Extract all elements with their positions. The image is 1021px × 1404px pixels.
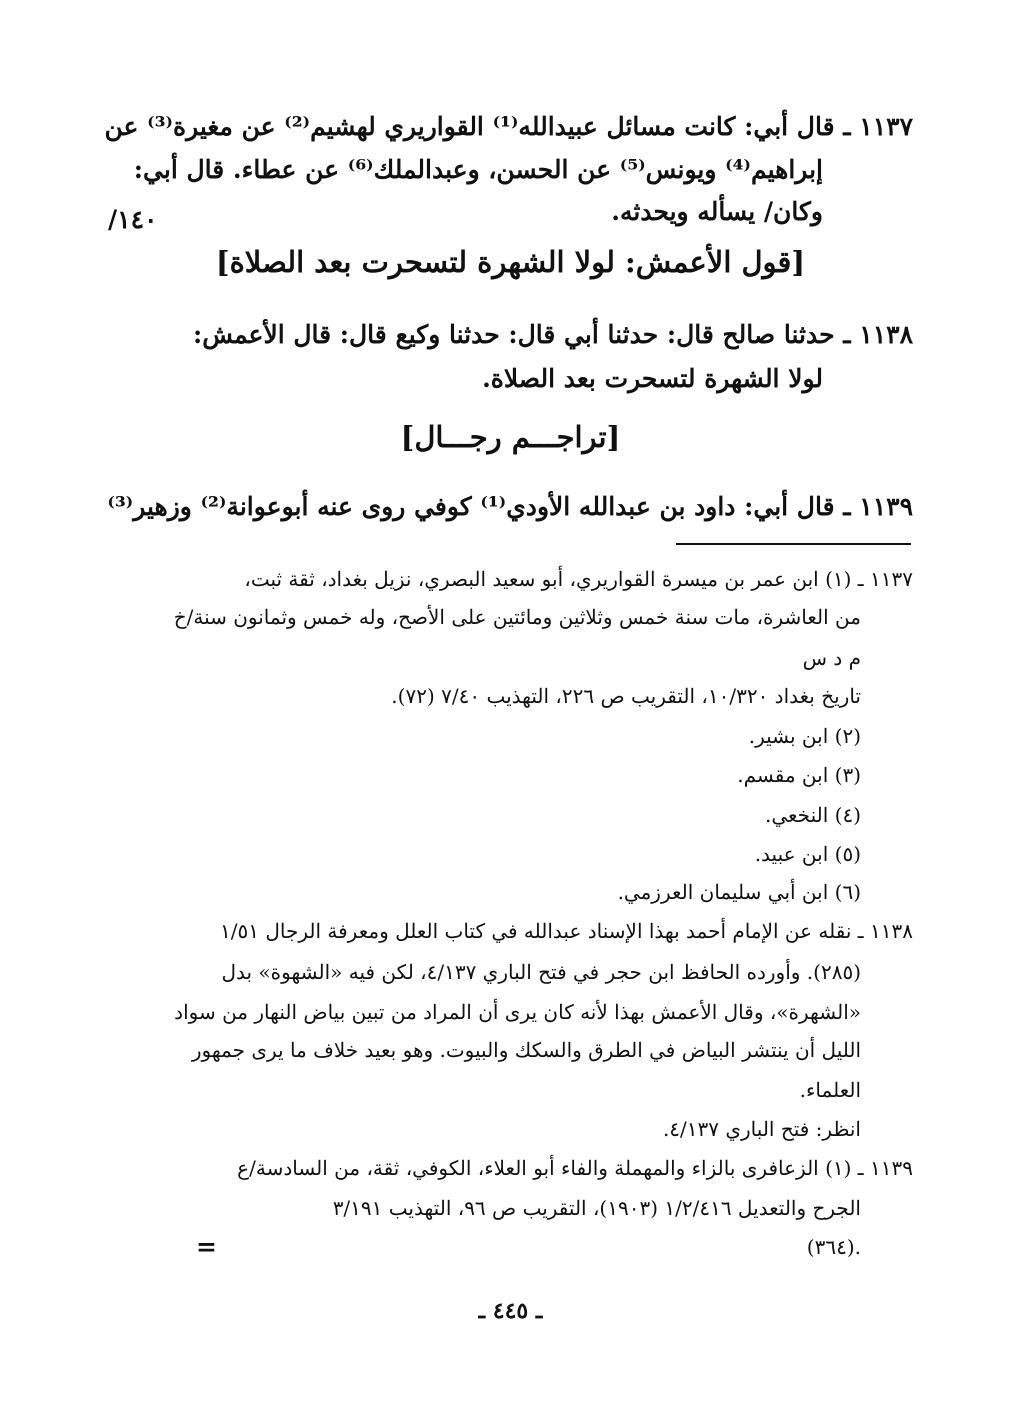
main-1137-line-1: ١١٣٧ ـ قال أبي: كانت مسائل عبيدالله⁽¹⁾ القواريري لهشيم⁽²⁾ عن مغيرة⁽³⁾ عن [104,112,913,141]
section-heading-2: [تراجـــم رجـــال] [400,420,621,454]
main-1137-line-3: وكان/ يسأله ويحدثه. [611,197,823,226]
main-1139-line-1: ١١٣٩ ـ قال أبي: داود بن عبدالله الأودي⁽¹⁾ كوفي روى عنه أبوعوانة⁽²⁾ وزهير⁽³⁾ [107,492,913,521]
section-heading-1: [قول الأعمش: لولا الشهرة لتسحرت بعد الصلاة] [215,245,806,279]
margin-page-note: /١٤٠ [108,205,158,234]
main-1137-line-2: إبراهيم⁽⁴⁾ ويونس⁽⁵⁾ عن الحسن، وعبدالملك⁽⁶⁾ عن عطاء. قال أبي: [133,155,823,184]
footnote-1137-line-8: (٥) ابن عبيد. [754,842,861,866]
page-number: ـ ٤٤٥ ـ [478,1298,543,1324]
footnote-1139-line-1: ١١٣٩ ـ (١) الزعافرى بالزاء والمهملة والفاء أبو العلاء، الكوفي، ثقة، من السادسة/ع [237,1156,913,1180]
footnote-1138-line-6: انظر: فتح الباري ٤/١٣٧. [662,1117,861,1141]
footnote-1137-line-4: تاريخ بغداد ١٠/٣٢٠، التقريب ص ٢٢٦، التهذيب ٧/٤٠ (٧٢). [391,684,861,708]
footnote-1137-line-1: ١١٣٧ ـ (١) ابن عمر بن ميسرة القواريري، أبو سعيد البصري، نزيل بغداد، ثقة ثبت، [244,567,913,591]
footnote-1137-line-7: (٤) النخعي. [765,803,861,827]
footnote-1138-line-3: «الشهرة»، وقال الأعمش بهذا لأنه كان يرى أن المراد من تبين بياض النهار من سواد [174,1000,861,1024]
footnote-1139-line-3: (٣٦٤). [806,1235,861,1259]
footnote-1137-line-3: م د س [802,646,861,670]
footnote-1137-line-2: من العاشرة، مات سنة خمس وثلاثين ومائتين على الأصح، وله خمس وثمانون سنة/خ [173,605,861,629]
footnote-1137-line-5: (٢) ابن بشير. [748,724,861,748]
continuation-mark: = [196,1232,217,1261]
footnote-1138-line-2: (٢٨٥). وأورده الحافظ ابن حجر في فتح الباري ٤/١٣٧، لكن فيه «الشهوة» بدل [221,960,861,984]
footnote-1138-line-4: الليل أن ينتشر البياض في الطرق والسكك والبيوت. وهو بعيد خلاف ما يرى جمهور [191,1038,861,1062]
main-1138-line-2: لولا الشهرة لتسحرت بعد الصلاة. [482,364,823,393]
footnote-1138-line-1: ١١٣٨ ـ نقله عن الإمام أحمد بهذا الإسناد عبدالله في كتاب العلل ومعرفة الرجال ١/٥١ [220,919,913,943]
footnote-1138-line-5: العلماء. [799,1078,861,1102]
footnote-1139-line-2: الجرح والتعديل ١/٢/٤١٦ (١٩٠٣)، التقريب ص ٩٦، التهذيب ٣/١٩١ [332,1196,861,1220]
main-1138-line-1: ١١٣٨ ـ حدثنا صالح قال: حدثنا أبي قال: حدثنا وكيع قال: قال الأعمش: [192,320,913,349]
footnote-separator [676,543,911,545]
footnote-1137-line-6: (٣) ابن مقسم. [737,763,861,787]
footnote-1137-line-9: (٦) ابن أبي سليمان العرزمي. [617,880,861,904]
